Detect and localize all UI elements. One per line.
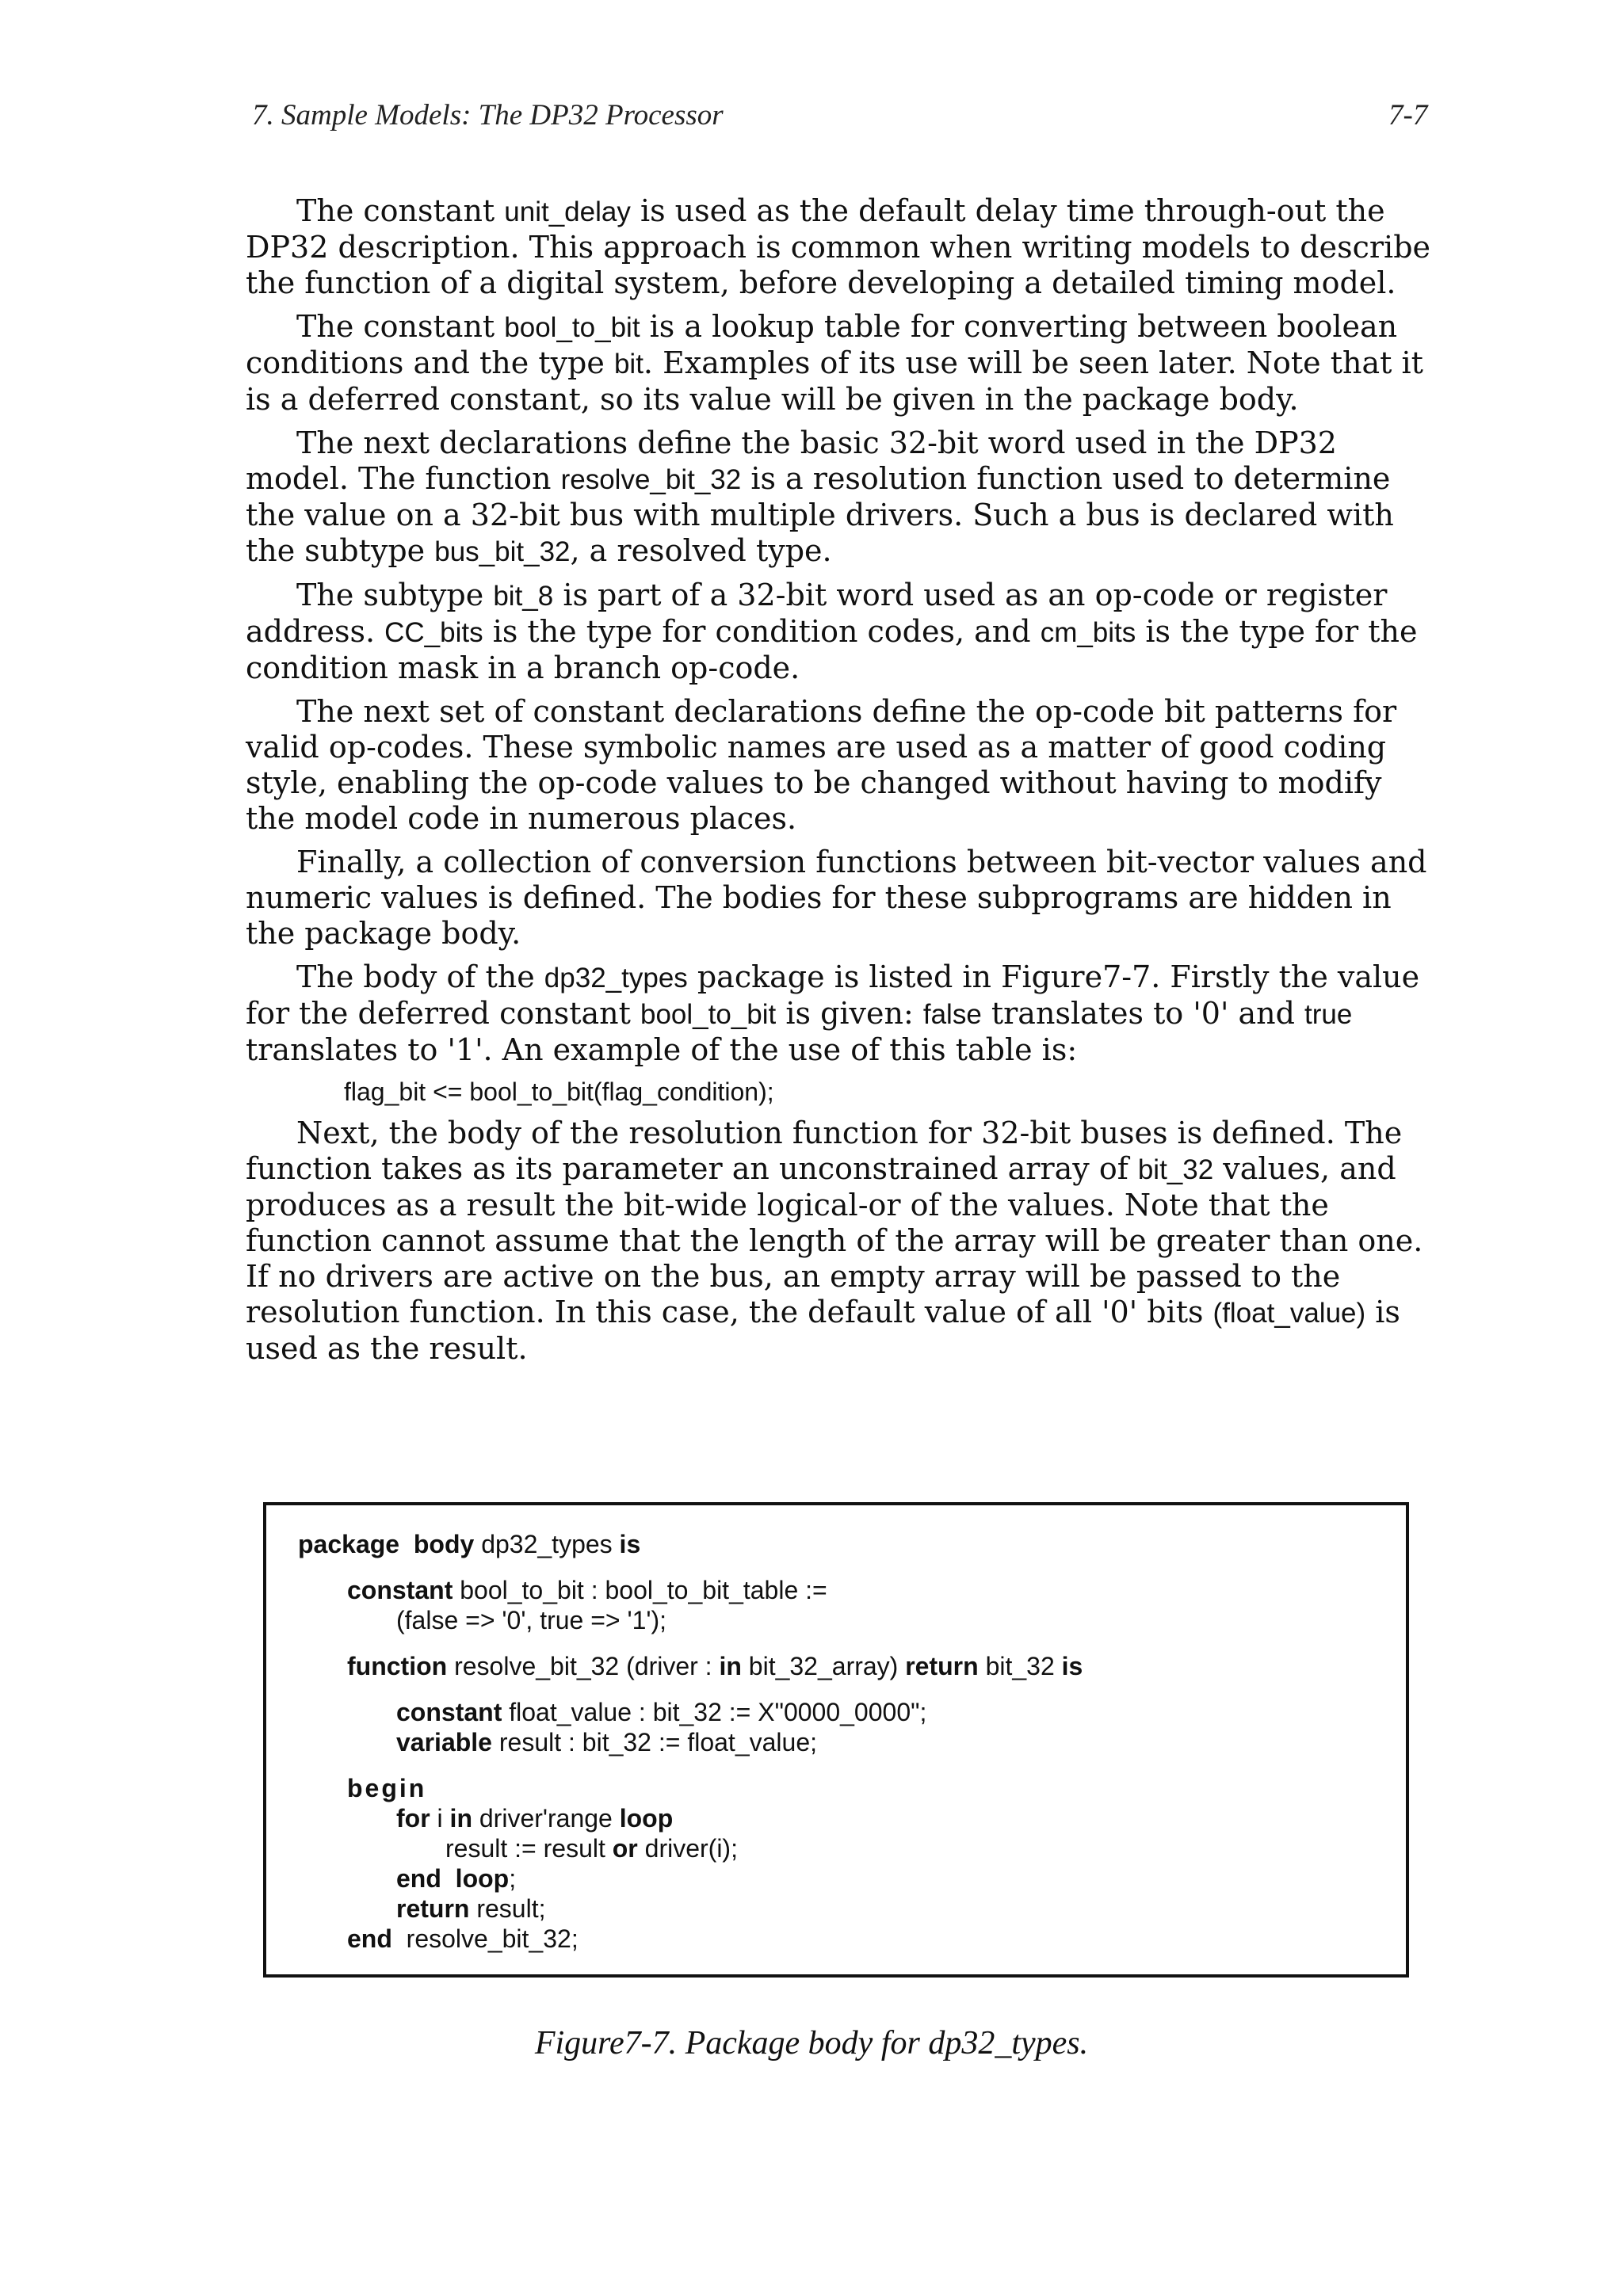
paragraph-4 — [246, 578, 1434, 686]
keyword: or — [612, 1834, 638, 1863]
code-text: result; — [469, 1894, 546, 1923]
text: is the type for the condition mask in a branch op-code. — [246, 614, 1418, 685]
text: The constant — [296, 193, 505, 228]
paragraph-1 — [246, 193, 1434, 301]
text: is a lookup table for converting between boolean conditions and the type — [246, 309, 1398, 380]
code-term: bool_to_bit — [504, 312, 640, 343]
code-line — [298, 1803, 1083, 1833]
running-header-title: 7. Sample Models: The DP32 Processor — [252, 99, 724, 132]
text: is given: — [776, 996, 923, 1031]
code-text: float_value : bit_32 := X"0000_0000"; — [502, 1698, 927, 1726]
text: values, and produces as a result the bit-wide logical-or of the values. Note that the function cannot assume that the length of the array will be greater than one. If no drivers are active on the bus, an empty array will be passed to the resolution function. In this case, the default value of all '0' bits — [246, 1151, 1423, 1329]
code-line — [298, 1924, 1083, 1954]
code-term: bus_bit_32 — [434, 536, 571, 567]
code-term: dp32_types — [544, 963, 688, 994]
code-term: unit_delay — [504, 196, 631, 227]
code-term: true — [1304, 999, 1353, 1030]
text: is part of a 32-bit word used as an op-code or register address. — [246, 578, 1388, 649]
code-blank — [298, 1559, 1083, 1575]
keyword: constant — [347, 1576, 453, 1604]
keyword: in — [719, 1652, 742, 1680]
code-blank — [298, 1635, 1083, 1651]
text: translates to '0' and — [981, 996, 1304, 1031]
text: is the type for condition codes, and — [483, 614, 1041, 649]
keyword: return — [396, 1894, 470, 1923]
keyword: variable — [396, 1728, 492, 1756]
code-line — [298, 1863, 1083, 1894]
code-line — [298, 1651, 1083, 1681]
code-text: ; — [509, 1864, 517, 1893]
code-term: bool_to_bit — [640, 999, 777, 1030]
code-text: bit_32 — [978, 1652, 1062, 1680]
keyword: function — [347, 1652, 448, 1680]
code-line — [298, 1575, 1083, 1605]
paragraph-2 — [246, 309, 1434, 418]
code-term: bit_8 — [493, 581, 554, 612]
text: package is listed in Figure7-7. Firstly the value for the deferred constant — [246, 959, 1420, 1031]
keyword: constant — [396, 1698, 502, 1726]
text: The next declarations define the basic 32-bit word used in the DP32 model. The function — [246, 425, 1337, 496]
code-text: resolve_bit_32; — [391, 1924, 579, 1953]
code-text: driver(i); — [637, 1834, 738, 1863]
text: Next, the body of the resolution function for 32-bit buses is defined. The function takes as its parameter an unconstrained array of — [246, 1116, 1403, 1186]
code-text: result := result — [445, 1834, 613, 1863]
code-text: dp32_types — [474, 1530, 620, 1558]
text: translates to '1'. An example of the use of this table is: — [246, 1032, 1078, 1067]
keyword: for — [396, 1804, 430, 1833]
figure-caption: Figure7-7. Package body for dp32_types. — [534, 2025, 1089, 2061]
code-term: resolve_bit_32 — [560, 464, 742, 495]
paragraph-3 — [246, 425, 1434, 570]
figure-code-box — [263, 1502, 1409, 1978]
code-text: bool_to_bit : bool_to_bit_table := — [453, 1576, 827, 1604]
code-text: result : bit_32 := float_value; — [491, 1728, 817, 1756]
code-line — [298, 1833, 1083, 1863]
code-blank — [298, 1757, 1083, 1773]
text: , a resolved type. — [570, 533, 832, 568]
text: The subtype — [296, 578, 494, 612]
figure-code-listing — [298, 1529, 1083, 1954]
text: is a resolution function used to determine the value on a 32-bit bus with multiple drivers. Such a bus is declared with the subtype — [246, 461, 1394, 568]
code-term: cm_bits — [1040, 617, 1136, 648]
text: . Examples of its use will be seen later. Note that it is a deferred constant, so its value will be given in the package body. — [246, 345, 1423, 417]
keyword: begin — [347, 1774, 427, 1802]
code-term: bit_32 — [1137, 1154, 1214, 1185]
body-text — [246, 193, 1434, 1375]
running-header-page-number: 7-7 — [1388, 99, 1428, 132]
text: The constant — [296, 309, 505, 344]
code-term: CC_bits — [384, 617, 483, 648]
text: is used as the default delay time through-out the DP32 description. This approach is common when writing models to describe the function of a digital system, before developing a detailed timing model. — [246, 193, 1431, 300]
code-line — [298, 1529, 1083, 1559]
code-term: bit — [613, 349, 643, 379]
keyword: is — [619, 1530, 641, 1558]
text: The body of the — [296, 959, 544, 994]
paragraph-7 — [246, 959, 1434, 1068]
paragraph-8 — [246, 1116, 1434, 1367]
code-term: (float_value) — [1212, 1298, 1366, 1329]
code-line — [298, 1894, 1083, 1924]
keyword: end loop — [396, 1864, 510, 1893]
code-text: bit_32_array) — [741, 1652, 906, 1680]
code-blank — [298, 1681, 1083, 1697]
code-text: driver'range — [472, 1804, 620, 1833]
text: is used as the result. — [246, 1295, 1400, 1366]
code-line — [298, 1773, 1083, 1803]
inline-code-example: flag_bit <= bool_to_bit(flag_condition); — [344, 1077, 774, 1106]
code-line — [298, 1605, 1083, 1635]
paragraph-6: Finally, a collection of conversion functions between bit-vector values and numeric values is defined. The bodies for these subprograms are hidden in the package body. — [246, 845, 1427, 951]
code-line — [298, 1697, 1083, 1727]
code-line — [298, 1727, 1083, 1757]
keyword: loop — [619, 1804, 674, 1833]
keyword: package body — [298, 1530, 475, 1558]
code-text: i — [430, 1804, 450, 1833]
paragraph-5: The next set of constant declarations define the op-code bit patterns for valid op-codes. These symbolic names are used as a matter of good coding style, enabling the op-code values to be changed without having to modify the model code in numerous places. — [246, 694, 1397, 836]
keyword: is — [1061, 1652, 1083, 1680]
keyword: return — [905, 1652, 979, 1680]
code-term: false — [922, 999, 982, 1030]
keyword: in — [449, 1804, 472, 1833]
code-text: resolve_bit_32 (driver : — [447, 1652, 720, 1680]
keyword: end — [347, 1924, 392, 1953]
code-text: (false => '0', true => '1'); — [396, 1606, 667, 1634]
